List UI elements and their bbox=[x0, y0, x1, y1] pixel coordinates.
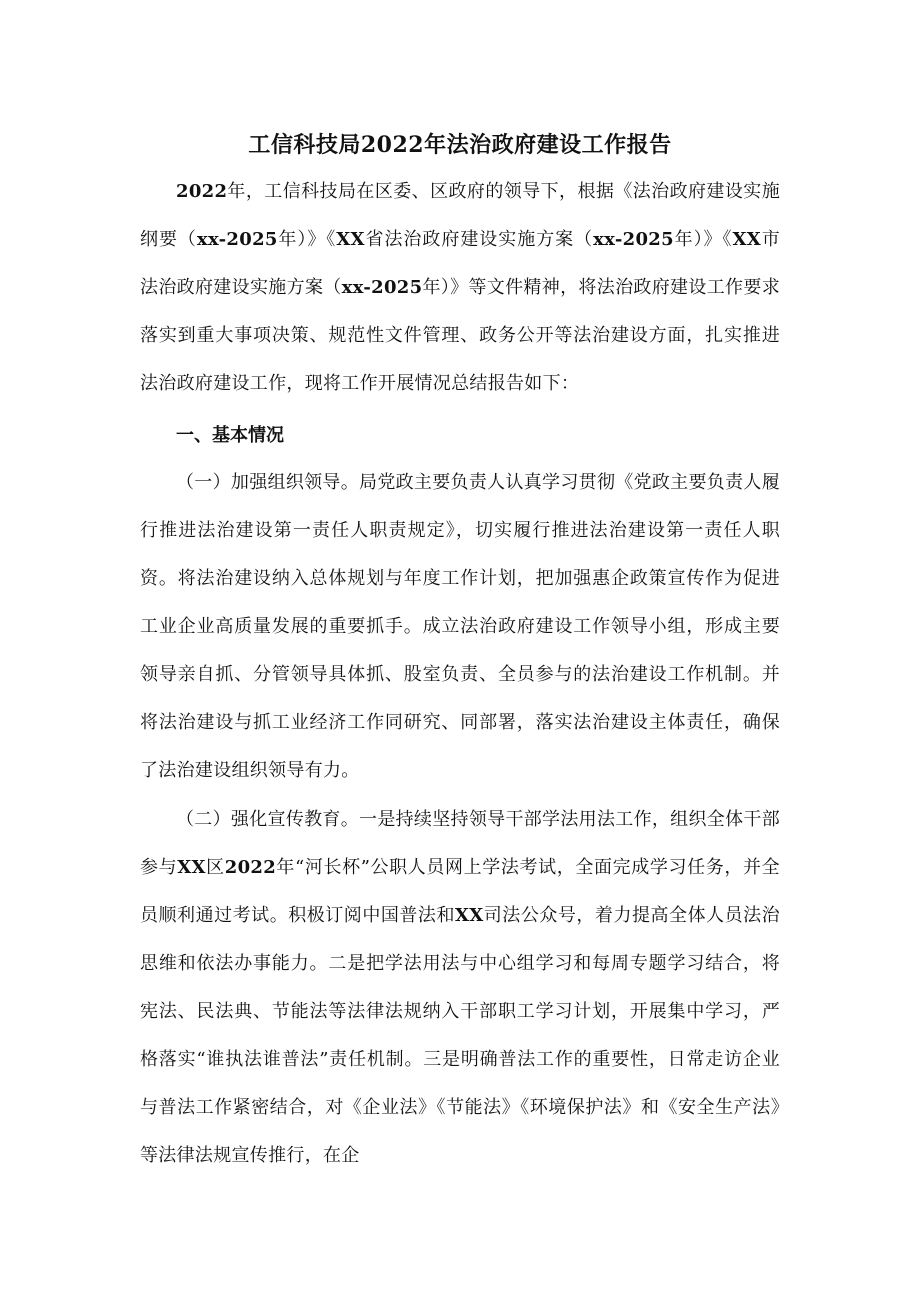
paragraph-organization-leadership: （一）加强组织领导。局党政主要负责人认真学习贯彻《党政主要负责人履行推进法治建设第一责任人职责规定》，切实履行推进法治建设第一责任人职资。将法治建设纳入总体规划与年度工作计划，把加强惠企政策宣传作为促进工业企业高质量发展的重要抓手。成立法治政府建设工作领导小组，形成主要领导亲自抓、分管领导具体抓、股室负责、全员参与的法治建设工作机制。并将法治建设与抓工业经济工作同研究、同部署，落实法治建设主体责任，确保了法治建设组织领导有力。 bbox=[140, 472, 780, 781]
section-heading-basic-situation: 一、基本情况 bbox=[176, 425, 284, 446]
document-title: 工信科技局2022年法治政府建设工作报告 bbox=[248, 132, 672, 158]
paragraph-publicity-education: （二）强化宣传教育。一是持续坚持领导干部学法用法工作，组织全体干部参与XX区2022年“河长杯”公职人员网上学法考试，全面完成学习任务，并全员顺利通过考试。积极订阅中国普法和XX司法公众号，着力提高全体人员法治思维和依法办事能力。二是把学法用法与中心组学习和每周专题学习结合，将宪法、民法典、节能法等法律法规纳入干部职工学习计划，开展集中学习，严格落实“谁执法谁普法”责任机制。三是明确普法工作的重要性，日常走访企业与普法工作紧密结合，对《企业法》《节能法》《环境保护法》和《安全生产法》等法律法规宣传推行，在企 bbox=[140, 809, 780, 1166]
intro-paragraph: 2022年，工信科技局在区委、区政府的领导下，根据《法治政府建设实施纲要（xx-2025年）》《XX省法治政府建设实施方案（xx-2025年）》《XX市法治政府建设实施方案（xx-2025年）》等文件精神，将法治政府建设工作要求落实到重大事项决策、规范性文件管理、政务公开等法治建设方面，扎实推进法治政府建设工作，现将工作开展情况总结报告如下： bbox=[140, 181, 780, 394]
